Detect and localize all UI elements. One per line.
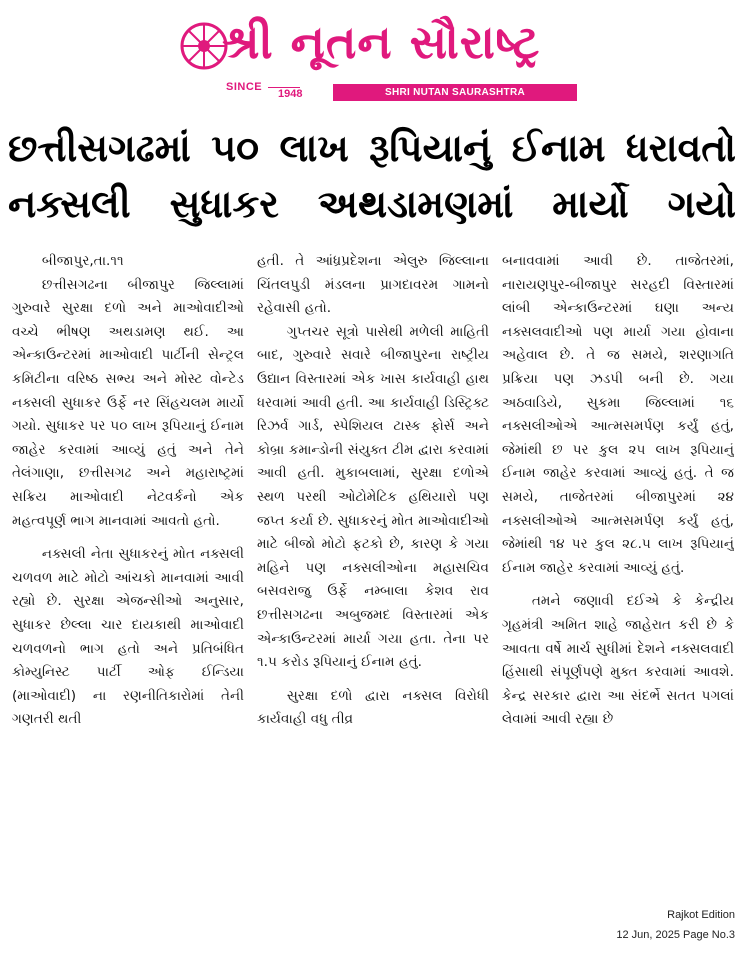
article-paragraph: સુરક્ષા દળો દ્વારા નક્સલ વિરોધી કાર્યવાહી વધુ તીવ્ર: [257, 687, 489, 728]
masthead-year: 1948: [278, 88, 303, 100]
masthead-title: [222, 10, 582, 74]
article-column-3: [502, 250, 734, 900]
edition-label: Rajkot Edition: [667, 909, 735, 921]
article-body: [12, 250, 734, 900]
article-paragraph: બનાવવામાં આવી છે. તાજેતરમાં, નારાયણપુર-બીજાપુર સરહદી વિસ્તારમાં લાંબી એન્કાઉન્ટરમાં ઘણા અન્ય નક્સલવાદીઓ પણ માર્યા ગયા હોવાના અહેવાલ છે. તે જ સમયે, શરણાગતિ પ્રક્રિયા પણ ઝડપી બની છે. ગયા અઠવાડિયે, સુકમા જિલ્લામાં ૧૬ નક્સલીઓએ આત્મસમર્પણ કર્યું હતું, જેમાંથી છ પર કુલ ૨૫ લાખ રૂપિયાનું ઈનામ જાહેર કરવામાં આવ્યું હતું. તે જ સમયે, તાજેતરમાં બીજાપુરમાં ૨૪ નક્સલીઓએ આત્મસમર્પણ કર્યું હતું, જેમાંથી ૧૪ પર કુલ ૨૮.૫ લાખ રૂપિયાનું ઈનામ જાહેર કરવામાં આવ્યું હતું.: [502, 253, 734, 576]
article-paragraph: ગુપ્તચર સૂત્રો પાસેથી મળેલી માહિતી બાદ, ગુરુવારે સવારે બીજાપુરના રાષ્ટ્રીય ઉદ્યાન વિસ્તારમાં એક ખાસ કાર્યવાહી હાથ ધરવામાં આવી હતી. આ કાર્યવાહી ડિસ્ટ્રિક્ટ રિઝર્વ ગાર્ડ, સ્પેશિયલ ટાસ્ક ફોર્સ અને કોબ્રા કમાન્ડોની સંયુક્ત ટીમ દ્વારા કરવામાં આવી હતી. મુકાબલામાં, સુરક્ષા દળોએ સ્થળ પરથી ઓટોમેટિક હથિયારો પણ જપ્ત કર્યા છે. સુધાકરનું મોત માઓવાદીઓ માટે બીજો મોટો ફટકો છે, કારણ કે ગયા મહિને પણ નક્સલીઓના મહાસચિવ બસવરાજુ ઉર્ફે નમ્બાલા કેશવ રાવ છત્તીસગઢના અબુજમદ વિસ્તારમાં એક એન્કાઉન્ટરમાં માર્યા ગયા હતા. તેના પર ૧.૫ કરોડ રૂપિયાનું ઈનામ હતું.: [257, 323, 489, 671]
article-paragraph: હતી. તે આંધ્રપ્રદેશના એલુરુ જિલ્લાના ચિંતલપુડી મંડલના પ્રાગદાવરમ ગામનો રહેવાસી હતો.: [257, 253, 489, 317]
date-page-label: 12 Jun, 2025 Page No.3: [616, 929, 735, 941]
article-column-2: [257, 250, 489, 900]
masthead: [0, 0, 744, 108]
article-paragraph: નક્સલી નેતા સુધાકરનું મોત નક્સલી ચળવળ માટે મોટો આંચકો માનવામાં આવી રહ્યો છે. સુરક્ષા એજન્સીઓ અનુસાર, સુધાકર છેલ્લા ચાર દાયકાથી માઓવાદી ચળવળનો ભાગ હતો અને પ્રતિબંધિત કોમ્યુનિસ્ટ પાર્ટી ઓફ ઈન્ડિયા (માઓવાદી) ના રણનીતિકારોમાં તેની ગણતરી થતી: [12, 546, 244, 728]
article-paragraph: બીજાપુર,તા.૧૧: [41, 253, 124, 269]
article-column-1: [12, 250, 244, 900]
masthead-since: SINCE: [226, 81, 263, 93]
headline: [8, 120, 736, 232]
masthead-title-text: શ્રી નૂતન સૌરાષ્ટ્ર: [222, 15, 541, 69]
headline-line-1: છત્તીસગઢમાં ૫૦ લાખ રૂપિયાનું ઈનામ ધરાવતો: [8, 126, 736, 170]
headline-line-2: નક્સલી સુધાકર અથડામણમાં માર્યો ગયો: [8, 182, 736, 226]
masthead-tagline: SHRI NUTAN SAURASHTRA: [333, 84, 577, 101]
article-paragraph: તમને જણાવી દઈએ કે કેન્દ્રીય ગૃહમંત્રી અમિત શાહે જાહેરાત કરી છે કે આવતા વર્ષે માર્ચ સુધીમાં દેશને નક્સલવાદી હિંસાથી સંપૂર્ણપણે મુક્ત કરવામાં આવશે. કેન્દ્ર સરકાર દ્વારા આ સંદર્ભે સતત પગલાં લેવામાં આવી રહ્યા છે: [502, 593, 734, 728]
article-paragraph: છત્તીસગઢના બીજાપુર જિલ્લામાં ગુરુવારે સુરક્ષા દળો અને માઓવાદીઓ વચ્ચે ભીષણ અથડામણ થઈ. આ એન્કાઉન્ટરમાં માઓવાદી પાર્ટીની સેન્ટ્રલ કમિટીના વરિષ્ઠ સભ્ય અને મોસ્ટ વોન્ટેડ નક્સલી સુધાકર ઉર્ફે નર સિંહચલમ માર્યો ગયો. સુધાકર પર ૫૦ લાખ રૂપિયાનું ઈનામ જાહેર કરવામાં આવ્યું હતું અને તેને તેલંગાણા, છત્તીસગઢ અને મહારાષ્ટ્રમાં સક્રિય માઓવાદી નેટવર્કનો એક મહત્વપૂર્ણ ભાગ માનવામાં આવતો હતો.: [12, 276, 244, 529]
